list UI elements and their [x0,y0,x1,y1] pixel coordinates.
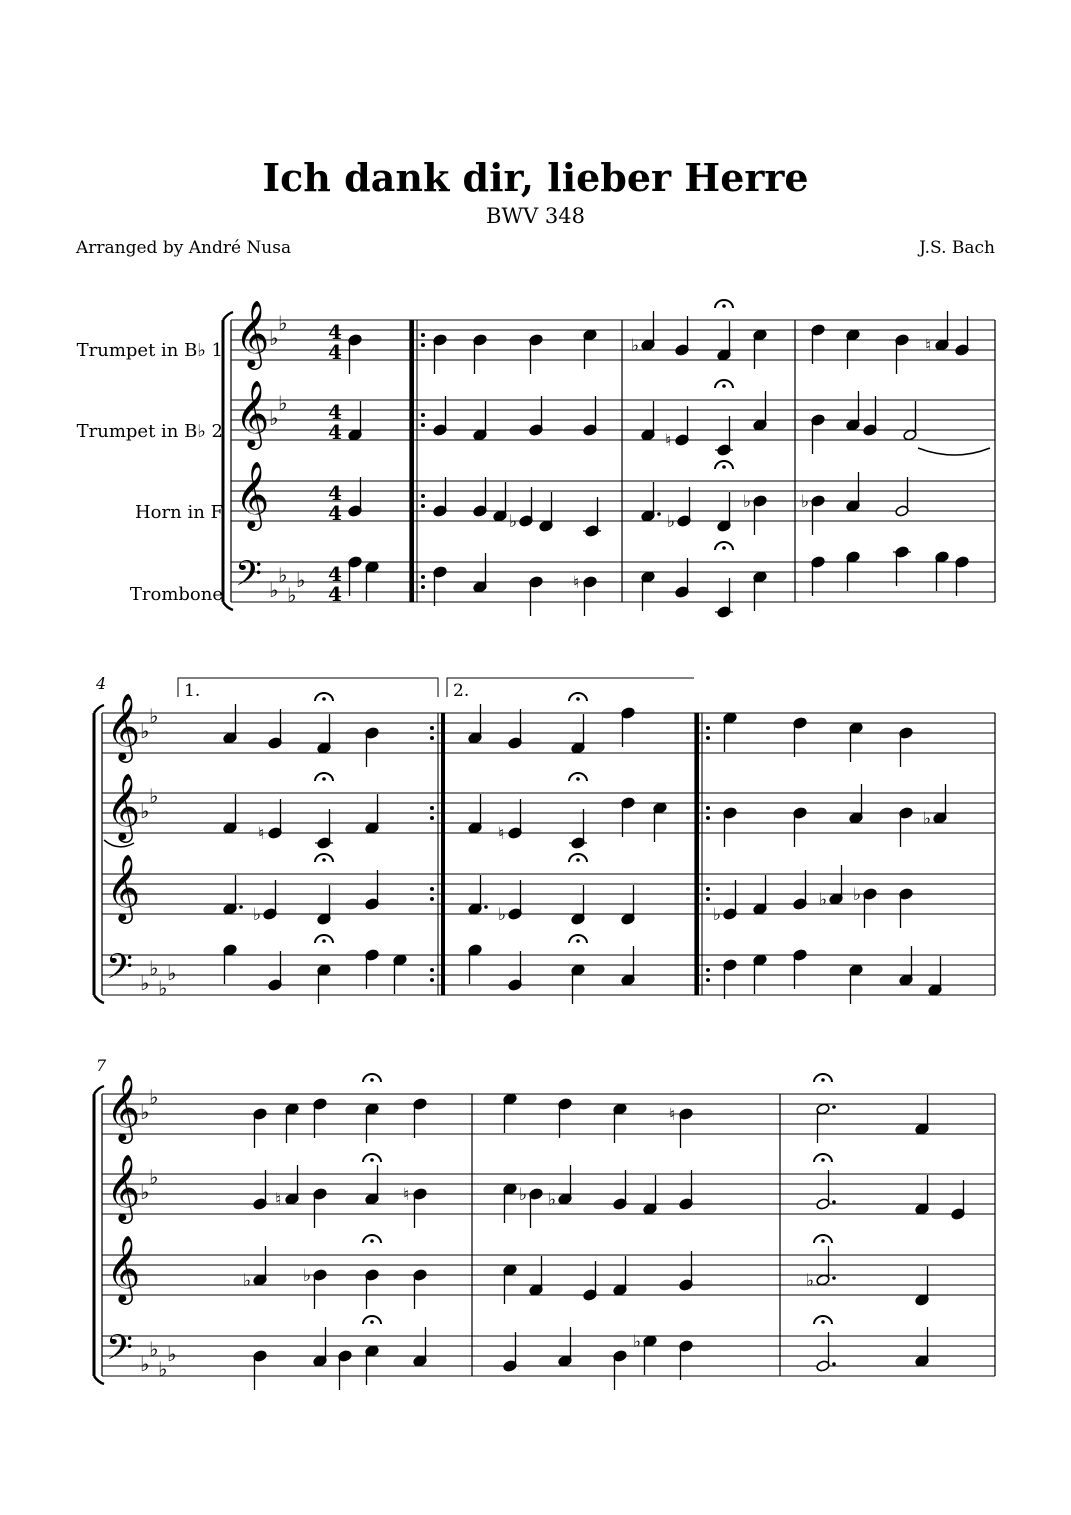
system-2-staff-3-note-1-dot [239,905,243,909]
system-1-staff-2-note-7-accidental: ♮ [665,431,672,451]
system-1-staff-3-note-5-accidental: ♭ [509,512,518,532]
volta-2-label: 2. [453,681,470,701]
system-1-staff-1-note-13-accidental: ♮ [925,336,932,356]
system-3-bracket-top [94,1086,104,1094]
system-2-staff-2-note-3-fermata-dot [322,777,326,781]
system-1-staff-2-key-flat-1: ♭ [278,391,288,415]
repeat-start-dots-0-b [421,343,425,347]
system-1-staff-3-note-10-fermata-dot [722,465,726,469]
system-3-staff-4-note-11-dot [832,1362,836,1366]
volta-2-bracket [447,678,694,697]
system-2-staff-3-note-5-dot [484,905,488,909]
system-3-staff-2-key-flat-0: ♭ [140,1180,150,1204]
system-2-staff-2-note-14-accidental: ♭ [923,809,932,829]
system-1-staff-2-clef: 𝄞 [235,379,270,447]
system-3-staff-4-clef: 𝄢 [106,1327,134,1376]
system-3-staff-4-key-flat-3: ♭ [167,1342,177,1366]
instrument-label-trumpet-1: Trumpet in B♭ 1 [76,340,223,361]
system-3-staff-2-note-12-dot [832,1200,836,1204]
system-1-staff-3-note-8-dot [657,512,661,516]
system-1-staff-3-time-den: 4 [328,501,342,525]
system-2-staff-3-note-9-accidental: ♭ [713,905,722,925]
system-3-staff-1-note-4-fermata-dot [370,1078,374,1082]
system-2-staff-3-note-6-accidental: ♭ [498,905,507,925]
system-3-staff-1-note-10-dot [832,1105,836,1109]
system-2-staff-1-note-3-fermata-dot [322,697,326,701]
system-1-staff-1-note-6-accidental: ♭ [631,336,640,356]
system-1-staff-1-clef: 𝄞 [235,299,270,367]
repeat-b-dots-3-b [706,978,710,982]
system-1-staff-4-note-9-fermata-dot [722,546,726,550]
system-1-staff-4-key-flat-0: ♭ [269,578,279,602]
instrument-label-horn: Horn in F [134,502,223,523]
system-2-staff-3-note-2-accidental: ♭ [253,905,262,925]
system-2-staff-3-note-7-fermata-dot [576,858,580,862]
system-3-staff-3-clef: 𝄞 [106,1234,141,1302]
repeat-start-dots-1-b [421,423,425,427]
repeat-b-dots-1-a [706,806,710,810]
repeat-end-dots-2-a [430,887,434,891]
repeat-start-dots-2-a [421,494,425,498]
page-title: Ich dank dir, lieber Herre [262,155,809,200]
repeat-end-dots-1-a [430,806,434,810]
tie-trumpet-2-b [104,840,134,847]
repeat-end-dots-1-b [430,816,434,820]
system-3-staff-2-note-7-accidental: ♭ [519,1185,528,1205]
system-3-staff-2-key-flat-1: ♭ [149,1165,159,1189]
system-1-staff-1-time-den: 4 [328,340,342,364]
system-2-staff-2-note-6-accidental: ♮ [498,824,505,844]
system-3-staff-3-note-1-accidental: ♭ [243,1271,252,1291]
system-2-bracket-top [94,705,104,713]
repeat-start-dots-3-b [421,585,425,589]
system-3-staff-2-note-12-fermata-dot [821,1158,825,1162]
system-3-staff-3-note-3-fermata-dot [370,1239,374,1243]
repeat-end-dots-0-b [430,736,434,740]
system-3-staff-4-key-flat-2: ♭ [158,1357,168,1381]
tie-trumpet-2-a [918,448,990,455]
system-2-staff-4-key-flat-3: ♭ [167,961,177,985]
system-3-staff-2-clef: 𝄞 [106,1153,141,1221]
measure-number-system-3: 7 [96,1056,107,1075]
volta-1-label: 1. [184,681,201,701]
repeat-start-dots-2-b [421,504,425,508]
system-2-staff-4-key-flat-2: ♭ [158,976,168,1000]
system-2-staff-4-clef: 𝄢 [106,946,134,995]
system-3-staff-2-note-8-accidental: ♭ [548,1190,557,1210]
system-1-staff-4-note-6-accidental: ♮ [573,573,580,593]
system-1-staff-3-note-11-accidental: ♭ [743,492,752,512]
repeat-b-dots-0-b [706,736,710,740]
system-2-staff-1-clef: 𝄞 [106,692,141,760]
system-3-staff-2-note-5-accidental: ♮ [403,1185,410,1205]
page-subtitle: BWV 348 [486,204,585,228]
system-3-staff-1-note-9-accidental: ♮ [669,1105,676,1125]
system-2-staff-2-key-flat-0: ♭ [140,799,150,823]
repeat-end-dots-3-b [430,978,434,982]
system-1-staff-4-key-flat-1: ♭ [278,563,288,587]
system-3-staff-2-note-2-accidental: ♮ [275,1190,282,1210]
composer-credit: J.S. Bach [919,238,995,258]
repeat-b-dots-2-a [706,887,710,891]
system-1-staff-2-key-flat-0: ♭ [269,406,279,430]
repeat-b-dots-2-b [706,897,710,901]
system-1-staff-4-key-flat-2: ♭ [287,583,297,607]
system-2-staff-1-key-flat-1: ♭ [149,704,159,728]
system-2-staff-2-note-2-accidental: ♮ [258,824,265,844]
system-1-staff-1-time-num: 4 [328,320,342,344]
system-2-staff-3-note-3-fermata-dot [322,858,326,862]
system-2-staff-3-note-13-accidental: ♭ [853,885,862,905]
system-2-staff-1-note-7-fermata-dot [576,697,580,701]
system-2-staff-3-clef: 𝄞 [106,853,141,921]
system-2-staff-4-note-8-fermata-dot [576,939,580,943]
system-1-staff-2-time-den: 4 [328,420,342,444]
repeat-b-dots-1-b [706,816,710,820]
system-1-staff-3-clef: 𝄞 [235,460,270,528]
system-1-staff-1-key-flat-0: ♭ [269,326,279,350]
system-1-staff-1-key-flat-1: ♭ [278,311,288,335]
system-2-staff-2-key-flat-1: ♭ [149,784,159,808]
system-1-staff-4-key-flat-3: ♭ [296,568,306,592]
system-2-staff-4-key-flat-0: ♭ [140,971,150,995]
system-1-bracket-top [223,312,233,320]
system-1-staff-4-time-num: 4 [328,562,342,586]
system-1-staff-4-clef: 𝄢 [235,553,263,602]
system-2-staff-1-key-flat-0: ♭ [140,719,150,743]
system-2-staff-4-key-flat-1: ♭ [149,956,159,980]
system-3-staff-1-clef: 𝄞 [106,1073,141,1141]
system-1-staff-2-time-num: 4 [328,400,342,424]
arranger-credit: Arranged by André Nusa [76,238,292,258]
system-3-bracket-bottom [94,1376,104,1384]
repeat-start-dots-1-a [421,413,425,417]
system-3-staff-4-note-9-accidental: ♭ [633,1332,642,1352]
system-3-staff-4-key-flat-0: ♭ [140,1352,150,1376]
system-1-staff-3-time-num: 4 [328,481,342,505]
system-1-bracket-bottom [223,602,233,610]
system-3-staff-3-note-10-accidental: ♭ [806,1271,815,1291]
system-3-staff-1-key-flat-1: ♭ [149,1085,159,1109]
measure-number-system-2: 4 [96,674,107,693]
system-3-staff-3-note-10-fermata-dot [821,1239,825,1243]
repeat-start-dots-3-a [421,575,425,579]
system-1-staff-3-note-9-accidental: ♭ [667,512,676,532]
system-2-staff-2-clef: 𝄞 [106,772,141,840]
system-1-staff-2-note-8-fermata-dot [722,384,726,388]
repeat-end-dots-2-b [430,897,434,901]
volta-1-bracket [178,678,438,697]
system-3-staff-1-key-flat-0: ♭ [140,1100,150,1124]
system-3-staff-3-note-2-accidental: ♭ [303,1266,312,1286]
repeat-b-dots-3-a [706,968,710,972]
system-2-staff-4-note-3-fermata-dot [322,939,326,943]
system-3-staff-1-note-10-fermata-dot [821,1078,825,1082]
system-1-staff-4-time-den: 4 [328,582,342,606]
system-3-staff-2-note-4-fermata-dot [370,1158,374,1162]
system-3-staff-4-note-11-fermata-dot [821,1320,825,1324]
repeat-b-dots-0-a [706,726,710,730]
system-2-staff-3-note-12-accidental: ♭ [819,890,828,910]
system-3-staff-3-note-10-dot [832,1276,836,1280]
system-2-staff-2-note-7-fermata-dot [576,777,580,781]
instrument-label-trumpet-2: Trumpet in B♭ 2 [76,421,223,442]
instrument-label-trombone: Trombone [129,584,223,605]
system-3-staff-4-key-flat-1: ♭ [149,1337,159,1361]
system-2-bracket-bottom [94,995,104,1003]
system-1-staff-1-note-8-fermata-dot [722,304,726,308]
repeat-start-dots-0-a [421,333,425,337]
repeat-end-dots-3-a [430,968,434,972]
system-3-staff-4-note-4-fermata-dot [370,1320,374,1324]
system-1-staff-3-note-12-accidental: ♭ [801,492,810,512]
repeat-end-dots-0-a [430,726,434,730]
